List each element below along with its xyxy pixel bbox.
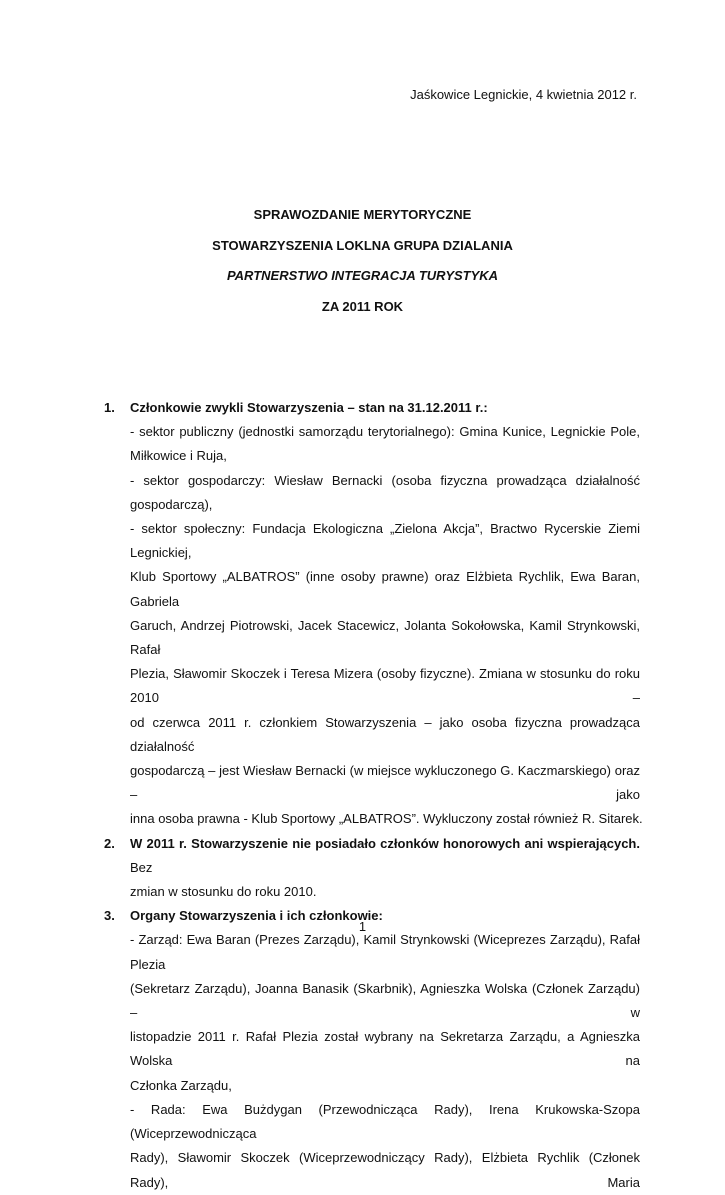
title-line-4: ZA 2011 ROK [321,298,404,314]
section-heading: Członkowie zwykli Stowarzyszenia – stan na 31.12.2011 r.: [130,400,488,415]
paragraph-line: Garuch, Andrzej Piotrowski, Jacek Stacewicz, Jolanta Sokołowska, Kamil Strynkowski, Rafał [130,617,640,658]
section-2 [104,832,640,905]
section-number: 3. [104,908,115,924]
title-line-3: PARTNERSTWO INTEGRACJA TURYSTYKA [226,268,499,283]
paragraph-line: Miłkowice i Ruja, [130,448,227,464]
paragraph-line: gospodarczą – jest Wiesław Bernacki (w miejsce wykluczonego G. Kaczmarskiego) oraz – jako [130,763,640,803]
paragraph-line: Członka Zarządu, [130,1077,232,1093]
paragraph-line: - sektor społeczny: Fundacja Ekologiczna „Zielona Akcja”, Bractwo Rycerskie Ziemi Legnickiej, [130,521,640,561]
section-heading: W 2011 r. Stowarzyszenie nie posiadało członków honorowych ani wspierających. [130,835,640,851]
paragraph-line: zmian w stosunku do roku 2010. [130,884,317,900]
document-body [104,396,643,1195]
paragraph-line: inna osoba prawna - Klub Sportowy „ALBATROS”. Wykluczony został również R. Sitarek. [130,811,643,827]
section-heading-tail: Bez [130,859,153,875]
section-heading: Organy Stowarzyszenia i ich członkowie: [130,908,383,924]
paragraph-line: - Rada: Ewa Bużdygan (Przewodnicząca Rady), Irena Krukowska-Szopa (Wiceprzewodnicząca [130,1101,640,1142]
paragraph-line: - Zarząd: Ewa Baran (Prezes Zarządu), Kamil Strynkowski (Wiceprezes Zarządu), Rafał Plezia [130,932,640,972]
title-line-1: SPRAWOZDANIE MERYTORYCZNE [253,207,472,222]
section-3 [104,904,640,1194]
paragraph-line: Klub Sportowy „ALBATROS” (inne osoby prawne) oraz Elżbieta Rychlik, Ewa Baran, Gabriela [130,569,640,609]
section-heading-line [130,832,640,880]
paragraph-line: listopadzie 2011 r. Rafał Plezia został wybrany na Sekretarza Zarządu, a Agnieszka Wolska na [130,1029,640,1069]
document-title [0,206,725,328]
paragraph-line: gospodarczą), [130,496,213,512]
section-number: 2. [104,835,115,851]
paragraph-line: - sektor publiczny (jednostki samorządu terytorialnego): Gmina Kunice, Legnickie Pole, [130,424,640,440]
paragraph-line: (Sekretarz Zarządu), Joanna Banasik (Skarbnik), Agnieszka Wolska (Członek Zarządu) – w [130,980,640,1021]
section-1 [104,396,643,832]
paragraph-line: od czerwca 2011 r. członkiem Stowarzyszenia – jako osoba fizyczna prowadząca działalność [130,714,640,754]
section-number: 1. [104,400,115,415]
paragraph-line: - sektor gospodarczy: Wiesław Bernacki (osoba fizyczna prowadząca działalność [130,472,640,488]
paragraph-line: Plezia, Sławomir Skoczek i Teresa Mizera (osoby fizyczne). Zmiana w stosunku do roku 2010 – [130,666,640,706]
paragraph-line: Rady), Sławomir Skoczek (Wiceprzewodniczący Rady), Elżbieta Rychlik (Członek Rady), Maria [130,1150,640,1190]
document-date: Jaśkowice Legnickie, 4 kwietnia 2012 r. [410,87,637,102]
page-number: 1 [358,919,367,934]
title-line-2: STOWARZYSZENIA LOKLNA GRUPA DZIALANIA [212,237,513,253]
